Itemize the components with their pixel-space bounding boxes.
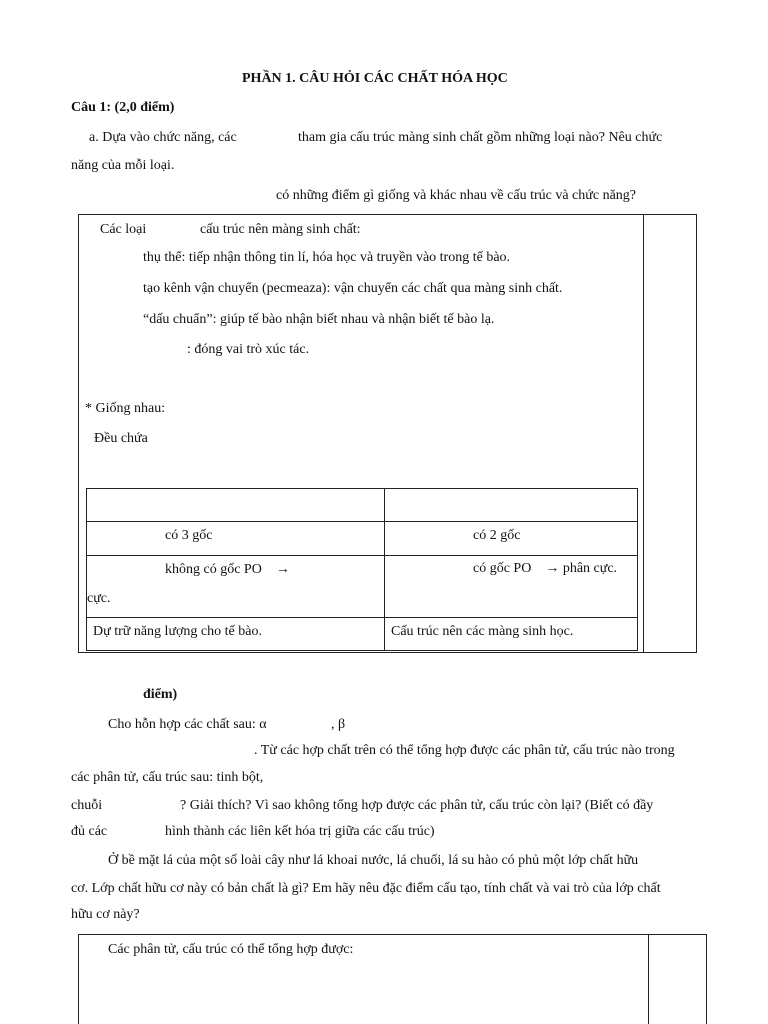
table-cell-text: Dự trữ năng lượng cho tế bào. bbox=[93, 624, 262, 639]
table-cell-text: không có gốc PO bbox=[165, 562, 262, 577]
answer-box-1-score-divider bbox=[643, 214, 644, 653]
table-cell bbox=[87, 556, 385, 618]
question-1b-text: có những điểm gì giống và khác nhau về cấu trúc và chức năng? bbox=[276, 188, 636, 203]
table-cell bbox=[87, 522, 385, 556]
arrow-icon: → bbox=[275, 562, 290, 577]
answer-1-same-label: * Giống nhau: bbox=[85, 401, 166, 416]
question-2-line4-end: ? Giải thích? Vì sao không tổng hợp được các phân tử, cấu trúc còn lại? (Biết có đầy bbox=[180, 798, 654, 813]
table-cell-text: → phân cực. bbox=[545, 561, 618, 576]
answer-1-line3: tạo kênh vận chuyển (pecmeaza): vận chuyển các chất qua màng sinh chất. bbox=[143, 281, 563, 296]
table-cell bbox=[385, 522, 638, 556]
table-cell-text: có gốc PO bbox=[473, 561, 532, 576]
question-2-line5-end: hình thành các liên kết hóa trị giữa các cấu trúc) bbox=[165, 824, 435, 839]
table-cell bbox=[385, 618, 638, 651]
question-2-line1: Cho hỗn hợp các chất sau: α bbox=[108, 717, 267, 732]
table-row bbox=[87, 556, 638, 618]
question-1-heading: Câu 1: (2,0 điểm) bbox=[71, 100, 175, 115]
table-cell-text: có 3 gốc bbox=[165, 528, 213, 543]
table-cell-text: Cấu trúc nên các màng sinh học. bbox=[391, 624, 574, 639]
answer-1-line1-end: cấu trúc nên màng sinh chất: bbox=[200, 222, 361, 237]
question-2-line2: . Từ các hợp chất trên có thể tổng hợp được các phân tử, cấu trúc nào trong bbox=[254, 743, 675, 758]
table-row bbox=[87, 618, 638, 651]
table-cell bbox=[87, 618, 385, 651]
answer-box-2-score-divider bbox=[648, 934, 649, 1024]
question-2-para2-line1: Ở bề mặt lá của một số loài cây như lá khoai nước, lá chuối, lá su hào có phủ một lớp chất hữu bbox=[108, 853, 639, 868]
question-2-para2-line3: hữu cơ này? bbox=[71, 907, 140, 922]
answer-2-line1: Các phân tử, cấu trúc có thể tổng hợp được: bbox=[108, 942, 354, 957]
question-1a-text-start: a. Dựa vào chức năng, các bbox=[89, 130, 237, 145]
table-cell-text: có 2 gốc bbox=[473, 528, 521, 543]
table-cell bbox=[87, 489, 385, 522]
answer-1-line4: “dấu chuẩn”: giúp tế bào nhận biết nhau và nhận biết tế bào lạ. bbox=[143, 312, 495, 327]
question-1a-line2: năng của mỗi loại. bbox=[71, 158, 175, 173]
table-row bbox=[87, 489, 638, 522]
comparison-table bbox=[86, 488, 638, 651]
question-2-line3: các phân tử, cấu trúc sau: tinh bột, bbox=[71, 770, 264, 785]
answer-1-line5: : đóng vai trò xúc tác. bbox=[187, 342, 310, 357]
table-cell bbox=[385, 556, 638, 618]
table-cell-text: cực. bbox=[87, 591, 111, 606]
answer-1-line1-start: Các loại bbox=[100, 222, 147, 237]
table-cell bbox=[385, 489, 638, 522]
question-1a-text-end: tham gia cấu trúc màng sinh chất gồm những loại nào? Nêu chức bbox=[298, 130, 663, 145]
question-2-line5-start: đủ các bbox=[71, 824, 108, 839]
question-2-heading: điểm) bbox=[143, 687, 178, 702]
answer-1-line2: thụ thể: tiếp nhận thông tin lí, hóa học và truyền vào trong tế bào. bbox=[143, 250, 511, 265]
question-2-line1-end: , β bbox=[331, 717, 346, 732]
answer-1-same-text: Đều chứa bbox=[94, 431, 148, 446]
page-title: PHẦN 1. CÂU HỎI CÁC CHẤT HÓA HỌC bbox=[242, 71, 508, 86]
question-2-line4-start: chuỗi bbox=[71, 798, 103, 813]
table-row bbox=[87, 522, 638, 556]
question-2-para2-line2: cơ. Lớp chất hữu cơ này có bản chất là gì? Em hãy nêu đặc điểm cấu tạo, tính chất và vai trò của lớp chất bbox=[71, 881, 661, 896]
